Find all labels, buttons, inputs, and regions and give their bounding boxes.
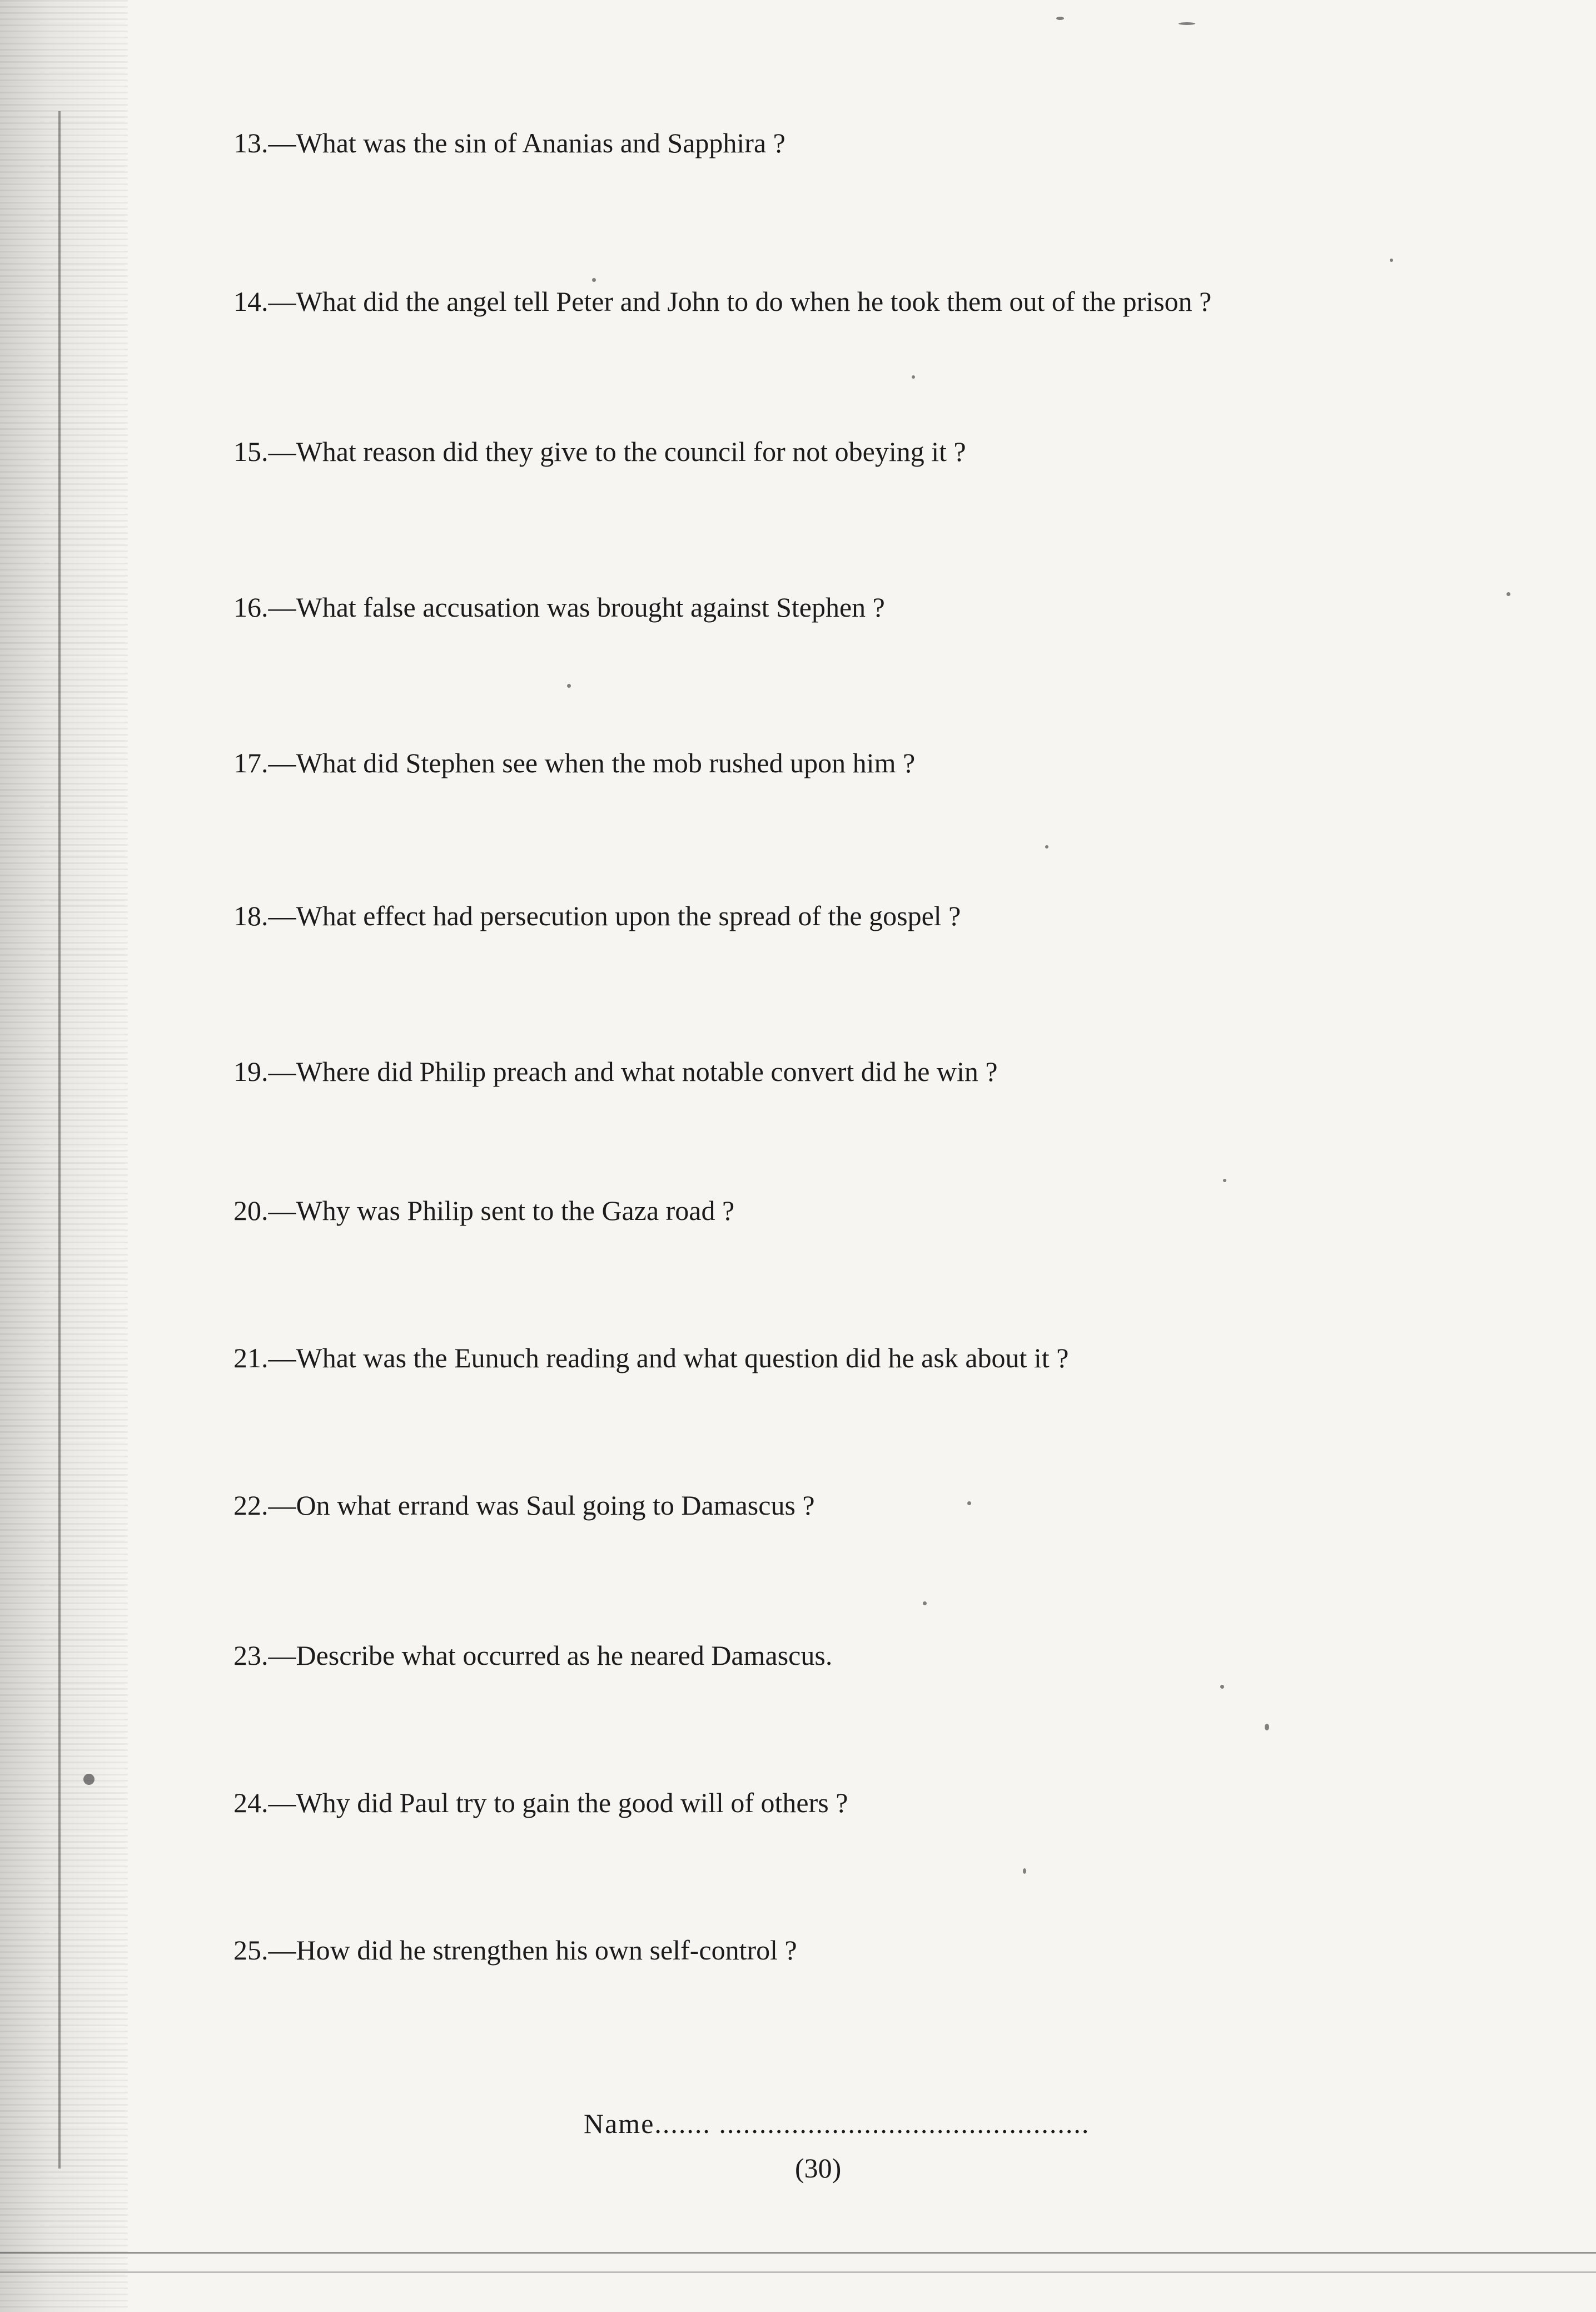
name-field-line bbox=[584, 2107, 1090, 2140]
scan-speck bbox=[1056, 17, 1064, 20]
question-number: 20. bbox=[233, 1195, 269, 1226]
question-text: —What was the sin of Ananias and Sapphira ? bbox=[268, 127, 785, 158]
question-20 bbox=[233, 1193, 734, 1228]
question-text: —On what errand was Saul going to Damascus ? bbox=[268, 1490, 815, 1521]
binding-edge bbox=[0, 0, 128, 2312]
question-number: 21. bbox=[233, 1342, 269, 1373]
scan-speck bbox=[1179, 22, 1195, 25]
question-text: —Why was Philip sent to the Gaza road ? bbox=[268, 1195, 735, 1226]
question-text: —Describe what occurred as he neared Damascus. bbox=[268, 1640, 833, 1671]
question-13 bbox=[233, 125, 785, 161]
scan-speck bbox=[567, 684, 571, 688]
question-number: 23. bbox=[233, 1640, 269, 1671]
question-25 bbox=[233, 1932, 797, 1968]
question-22 bbox=[233, 1487, 815, 1523]
name-label: Name bbox=[584, 2108, 655, 2139]
scan-speck bbox=[1220, 1685, 1224, 1689]
question-24 bbox=[233, 1785, 848, 1820]
question-text: —Why did Paul try to gain the good will of others ? bbox=[268, 1787, 848, 1818]
question-text: —What was the Eunuch reading and what question did he ask about it ? bbox=[268, 1342, 1069, 1373]
question-number: 24. bbox=[233, 1787, 269, 1818]
question-number: 19. bbox=[233, 1056, 269, 1087]
question-23 bbox=[233, 1638, 832, 1673]
name-dots: ....... .............................................. bbox=[654, 2108, 1090, 2139]
bottom-rule bbox=[0, 2252, 1596, 2254]
scan-speck bbox=[1390, 259, 1393, 262]
scan-speck bbox=[967, 1501, 971, 1505]
page-number: (30) bbox=[795, 2152, 842, 2184]
scan-speck bbox=[923, 1601, 927, 1605]
scan-speck bbox=[1023, 1868, 1026, 1874]
question-number: 15. bbox=[233, 436, 269, 467]
scan-speck bbox=[912, 375, 915, 379]
scan-speck bbox=[1506, 592, 1510, 596]
question-text: —What false accusation was brought against Stephen ? bbox=[268, 592, 885, 623]
scan-speck bbox=[1265, 1724, 1269, 1730]
question-text: —Where did Philip preach and what notable convert did he win ? bbox=[268, 1056, 998, 1087]
question-text: —What did the angel tell Peter and John to do when he took them out of the prison ? bbox=[268, 286, 1212, 317]
question-number: 25. bbox=[233, 1934, 269, 1966]
question-19 bbox=[233, 1054, 998, 1089]
question-17 bbox=[233, 745, 915, 781]
scan-speck bbox=[1223, 1179, 1226, 1182]
question-15 bbox=[233, 434, 966, 469]
question-text: —How did he strengthen his own self-control ? bbox=[268, 1934, 797, 1966]
question-text: —What reason did they give to the council for not obeying it ? bbox=[268, 436, 966, 467]
question-number: 16. bbox=[233, 592, 269, 623]
question-number: 18. bbox=[233, 900, 269, 931]
question-number: 14. bbox=[233, 286, 269, 317]
question-14 bbox=[233, 284, 1211, 319]
question-18 bbox=[233, 898, 961, 934]
scan-speck bbox=[1045, 845, 1048, 849]
question-number: 22. bbox=[233, 1490, 269, 1521]
question-text: —What effect had persecution upon the spread of the gospel ? bbox=[268, 900, 961, 931]
bottom-rule bbox=[0, 2271, 1596, 2273]
question-number: 17. bbox=[233, 747, 269, 778]
question-16 bbox=[233, 589, 885, 625]
question-number: 13. bbox=[233, 127, 269, 158]
binding-line bbox=[58, 111, 61, 2169]
scan-speck bbox=[83, 1774, 95, 1785]
scan-speck bbox=[592, 278, 596, 282]
question-21 bbox=[233, 1340, 1068, 1376]
question-text: —What did Stephen see when the mob rushed upon him ? bbox=[268, 747, 916, 778]
